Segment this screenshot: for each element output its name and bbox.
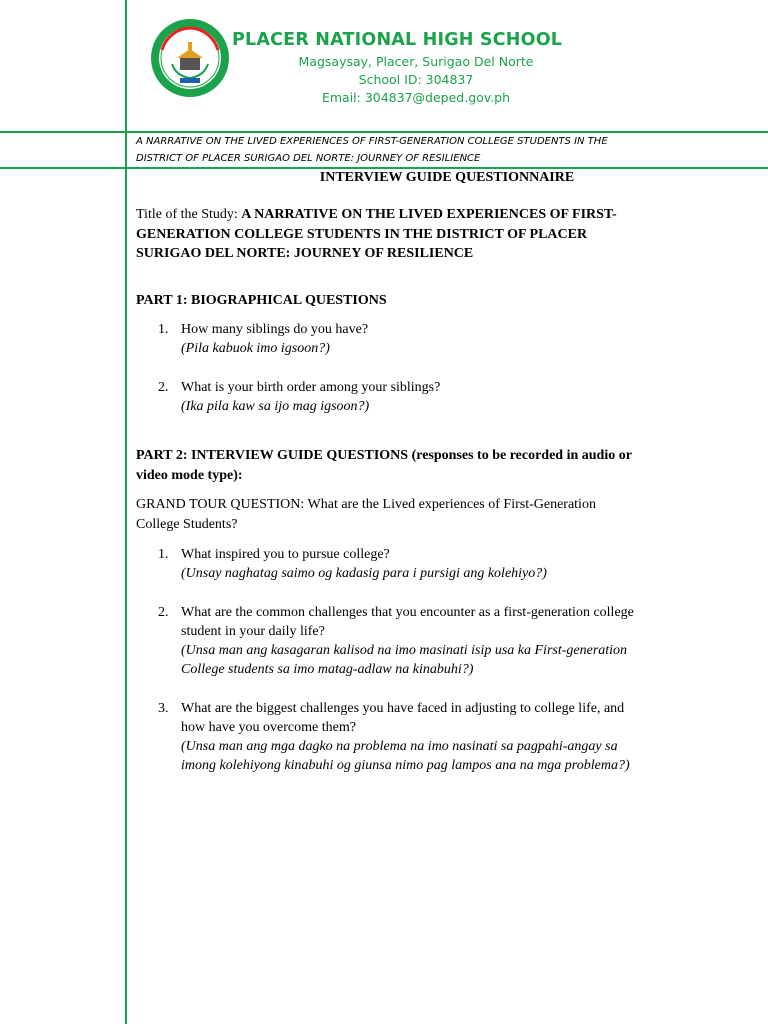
- list-item: [158, 699, 678, 775]
- question-translation: (Unsay naghatag saimo og kadasig para i pursigi ang kolehiyo?): [181, 566, 547, 581]
- question-text-cont: student in your daily life?: [181, 624, 325, 639]
- grand-tour-line2: College Students?: [136, 516, 238, 532]
- header-divider-top: [0, 131, 768, 133]
- list-item: [158, 545, 678, 583]
- question-number: 1.: [158, 547, 169, 562]
- question-translation: (Ika pila kaw sa ijo mag igsoon?): [181, 399, 370, 414]
- school-name: PLACER NATIONAL HIGH SCHOOL: [232, 30, 563, 50]
- list-item: [158, 603, 678, 679]
- question-text: What are the common challenges that you encounter as a first-generation college: [181, 605, 634, 620]
- part2-heading-line2: video mode type):: [136, 467, 243, 483]
- question-translation: (Unsa man ang mga dagko na problema na imo nasinati sa pagpahi-angay sa: [181, 739, 618, 754]
- question-translation-cont: imong kolehiyong kinabuhi og giunsa nimo pag lampos ana na mga problema?): [181, 758, 630, 773]
- question-number: 1.: [158, 322, 169, 337]
- running-title-line2: DISTRICT OF PLACER SURIGAO DEL NORTE: JOURNEY OF RESILIENCE: [136, 153, 481, 164]
- question-number: 3.: [158, 701, 169, 716]
- school-id: School ID: 304837: [358, 72, 474, 87]
- school-email: Email: 304837@deped.gov.ph: [321, 90, 511, 105]
- grand-tour-line1: GRAND TOUR QUESTION: What are the Lived experiences of First-Generation: [136, 497, 596, 512]
- part2-heading-line1: PART 2: INTERVIEW GUIDE QUESTIONS (responses to be recorded in audio or: [136, 448, 632, 463]
- question-translation: (Unsa man ang kasagaran kalisod na imo masinati isip usa ka First-generation: [181, 643, 628, 658]
- study-title-line1: A NARRATIVE ON THE LIVED EXPERIENCES OF FIRST-: [241, 207, 617, 222]
- question-number: 2.: [158, 605, 169, 620]
- running-title-line1: A NARRATIVE ON THE LIVED EXPERIENCES OF FIRST-GENERATION COLLEGE STUDENTS IN THE: [136, 136, 608, 147]
- study-title-line2: GENERATION COLLEGE STUDENTS IN THE DISTRICT OF PLACER: [136, 226, 588, 242]
- study-title-label: Title of the Study:: [136, 207, 242, 222]
- school-seal-icon: [150, 18, 230, 98]
- question-text: What inspired you to pursue college?: [181, 547, 390, 562]
- school-address: Magsaysay, Placer, Surigao Del Norte: [298, 54, 534, 69]
- question-text: What is your birth order among your siblings?: [181, 380, 441, 395]
- question-translation-cont: College students sa imo matag-adlaw na kinabuhi?): [181, 662, 474, 677]
- question-translation: (Pila kabuok imo igsoon?): [181, 341, 330, 356]
- part1-heading: PART 1: BIOGRAPHICAL QUESTIONS: [136, 293, 387, 308]
- question-text-cont: how have you overcome them?: [181, 720, 356, 735]
- study-title-line3: SURIGAO DEL NORTE: JOURNEY OF RESILIENCE: [136, 246, 474, 261]
- list-item: [158, 378, 678, 416]
- study-title: [136, 205, 696, 264]
- question-text: What are the biggest challenges you have faced in adjusting to college life, and: [181, 701, 625, 716]
- grand-tour-question: [136, 495, 696, 534]
- document-heading: INTERVIEW GUIDE QUESTIONNAIRE: [319, 170, 575, 185]
- part2-heading: [136, 446, 696, 485]
- question-text: How many siblings do you have?: [181, 322, 369, 337]
- left-margin-line: [125, 0, 127, 1024]
- list-item: [158, 320, 678, 358]
- question-number: 2.: [158, 380, 169, 395]
- header-divider-bottom: [0, 167, 768, 169]
